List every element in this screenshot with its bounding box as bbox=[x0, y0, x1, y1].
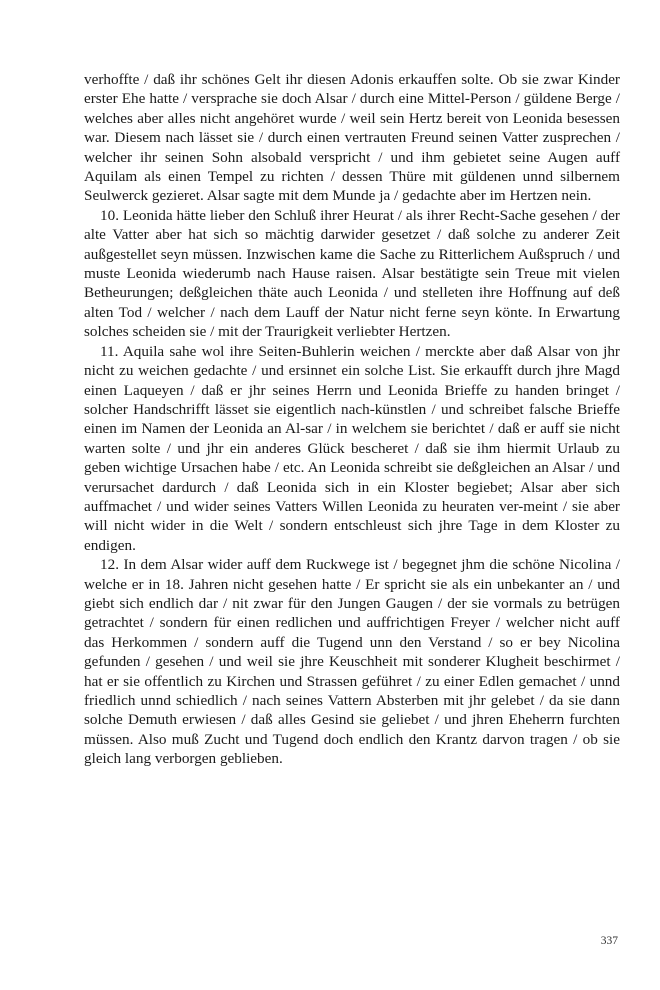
page-number: 337 bbox=[600, 935, 618, 947]
paragraph-12: 12. In dem Alsar wider auff dem Ruckwege ist / begegnet jhm die schöne Nicolina / welche er in 18. Jahren nicht gesehen hatte / Er spricht sie als ein unbekanter an / und giebt sich endlich dar / nit zwar für den Jungen Gaugen / der sie vormals zu betrügen getrachtet / sondern für einen redlichen und auffrichtigen Freyer / welcher nicht auff das Herkommen / sondern auff die Tugend unn den Verstand / so er bey Nicolina gefunden / gesehen / und weil sie jhre Keuschheit mit sonderer Klugheit beschirmet / hat er sie offentlich zu Kirchen und Strassen geführet / zu einer Edlen gemachet / unnd friedlich unnd schiedlich / nach seines Vattern Absterben mit jhr gelebet / da sie dann solche Demuth erwiesen / daß alles Gesind sie geliebet / und jhren Eheherrn furchten müssen. Also muß Zucht und Tugend doch endlich den Krantz darvon tragen / ob sie gleich lang verborgen geblieben. bbox=[84, 556, 620, 768]
paragraph-continuation: verhoffte / daß ihr schönes Gelt ihr diesen Adonis erkauffen solte. Ob sie zwar Kinder erster Ehe hatte / versprache sie doch Alsar / durch eine Mittel-Person / güldene Berge / welches aber alles nicht angehöret wurde / weil sein Hertz bereit von Leonida besessen war. Diesem nach lässet sie / durch einen vertrauten Freund seinen Vatter zusprechen / welcher ihr seinen Sohn alsobald verspricht / und ihm gebietet seine Augen auff Aquilam als einen Tempel zu richten / dessen Thüre mit güldenen unnd silbernem Seulwerck gezieret. Alsar sagte mit dem Munde ja / gedachte aber im Hertzen nein. bbox=[84, 71, 620, 205]
paragraph-10: 10. Leonida hätte lieber den Schluß ihrer Heurat / als ihrer Recht-Sache gesehen / der alte Vatter aber hat sich so mächtig darwider gesetzet / daß solche zu anderer Zeit außgestellet seyn müssen. Inzwischen kame die Sache zu Ritterlichem Außspruch / und muste Leonida wiederumb nach Hause raisen. Alsar bestätigte sein Treue mit vielen Betheurungen; deßgleichen thäte auch Leonida / und stelleten ihre Hoffnung auf deß alten Tod / welcher / nach dem Lauff der Natur nicht ferne seyn könte. In Erwartung solches scheiden sie / mit der Traurigkeit verliebter Hertzen. bbox=[84, 206, 620, 341]
paragraph-11: 11. Aquila sahe wol ihre Seiten-Buhlerin weichen / merckte aber daß Alsar von jhr nicht zu weichen gedachte / und ersinnet ein solche List. Sie erkaufft durch jhre Magd einen Laqueyen / daß er jhr seines Herrn und Leonida Brieffe zu handen bringet / solcher Handschrifft lässet sie eigentlich nach-künstlen / und schreibet falsche Brieffe einen im Namen der Leonida an Al-sar / in welchem sie berichtet / daß er auff sie nicht warten solte / und jhr ein anderes Glück bescheret / daß sie ihm hiermit Urlaub zu geben wichtige Ursachen habe / etc. An Leonida schreibt sie deßgleichen an Alsar / und verursachet dardurch / daß Leonida sich in ein Kloster begiebet; Alsar aber sich auffmachet / und wider seines Vatters Willen Leonida zu heuraten ver-meint / sie aber will nicht wider in die Welt / sondern entschleust sich jhre Tage in dem Kloster zu endigen. bbox=[84, 342, 620, 554]
body-text bbox=[84, 70, 620, 769]
